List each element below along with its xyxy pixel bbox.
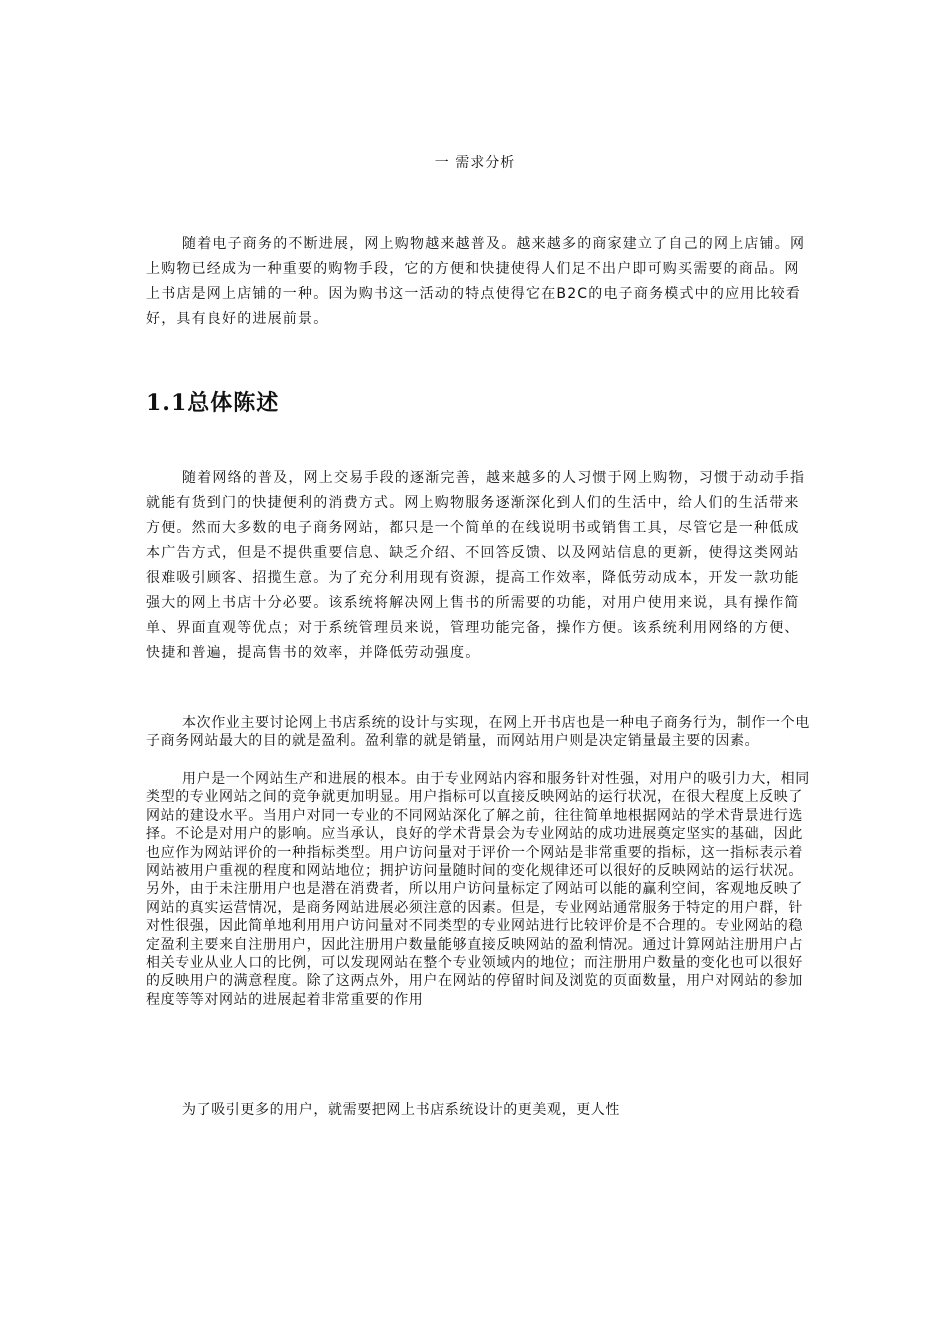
body-paragraph-3 (146, 770, 810, 1009)
body-paragraph-4 (146, 1101, 810, 1119)
body-paragraph-1 (146, 466, 810, 666)
body-paragraph-4-text: 为了吸引更多的用户，就需要把网上书店系统设计的更美观，更人性 (182, 1102, 620, 1118)
intro-paragraph-text: 随着电子商务的不断进展，网上购物越来越普及。越来越多的商家建立了自己的网上店铺。网上购物已经成为一种重要的购物手段，它的方便和快捷使得人们足不出户即可购买需要的商品。网上书店是网上店铺的一种。因为购书这一活动的特点使得它在B2C的电子商务模式中的应用比较看好，具有良好的进展前景。 (146, 236, 806, 327)
intro-paragraph (146, 232, 810, 332)
chapter-title: 一 需求分析 (434, 155, 516, 171)
body-paragraph-2 (146, 714, 810, 751)
body-paragraph-2-text: 本次作业主要讨论网上书店系统的设计与实现，在网上开书店也是一种电子商务行为，制作一个电子商务网站最大的目的就是盈利。盈利靠的就是销量，而网站用户则是决定销量最主要的因素。 (146, 715, 810, 750)
section-title: 1.1总体陈述 (146, 390, 280, 416)
body-paragraph-1-text: 随着网络的普及，网上交易手段的逐渐完善，越来越多的人习惯于网上购物，习惯于动动手指就能有货到门的快捷便利的消费方式。网上购物服务逐渐深化到人们的生活中，给人们的生活带来方便。然而大多数的电子商务网站，都只是一个简单的在线说明书或销售工具，尽管它是一种低成本广告方式，但是不提供重要信息、缺乏介绍、不回答反馈、以及网站信息的更新，使得这类网站很难吸引顾客、招揽生意。为了充分利用现有资源，提高工作效率，降低劳动成本，开发一款功能强大的网上书店十分必要。该系统将解决网上售书的所需要的功能，对用户使用来说，具有操作简单、界面直观等优点；对于系统管理员来说，管理功能完备，操作方便。该系统利用网络的方便、快捷和普遍，提高售书的效率，并降低劳动强度。 (146, 470, 806, 661)
body-paragraph-3-text: 用户是一个网站生产和进展的根本。由于专业网站内容和服务针对性强，对用户的吸引力大，相同类型的专业网站之间的竞争就更加明显。用户指标可以直接反映网站的运行状况，在很大程度上反映了网站的建设水平。当用户对同一专业的不同网站深化了解之前，往往简单地根据网站的学术背景进行选择。不论是对用户的影响。应当承认，良好的学术背景会为专业网站的成功进展奠定坚实的基础，因此也应作为网站评价的一种指标类型。用户访问量对于评价一个网站是非常重要的指标，这一指标表示着网站被用户重视的程度和网站地位；拥护访问量随时间的变化规律还可以很好的反映网站的运行状况。另外，由于未注册用户也是潜在消费者，所以用户访问量标定了网站可以能的赢利空间，客观地反映了网站的真实运营情况，是商务网站进展必须注意的因素。但是，专业网站通常服务于特定的用户群，针对性很强，因此简单地利用用户访问量对不同类型的专业网站进行比较评价是不合理的。专业网站的稳定盈利主要来自注册用户，因此注册用户数量能够直接反映网站的盈利情况。通过计算网站注册用户占相关专业从业人口的比例，可以发现网站在整个专业领域内的地位；而注册用户数量的变化也可以很好的反映用户的满意程度。除了这两点外，用户在网站的停留时间及浏览的页面数量，用户对网站的参加程度等等对网站的进展起着非常重要的作用 (146, 771, 810, 1008)
